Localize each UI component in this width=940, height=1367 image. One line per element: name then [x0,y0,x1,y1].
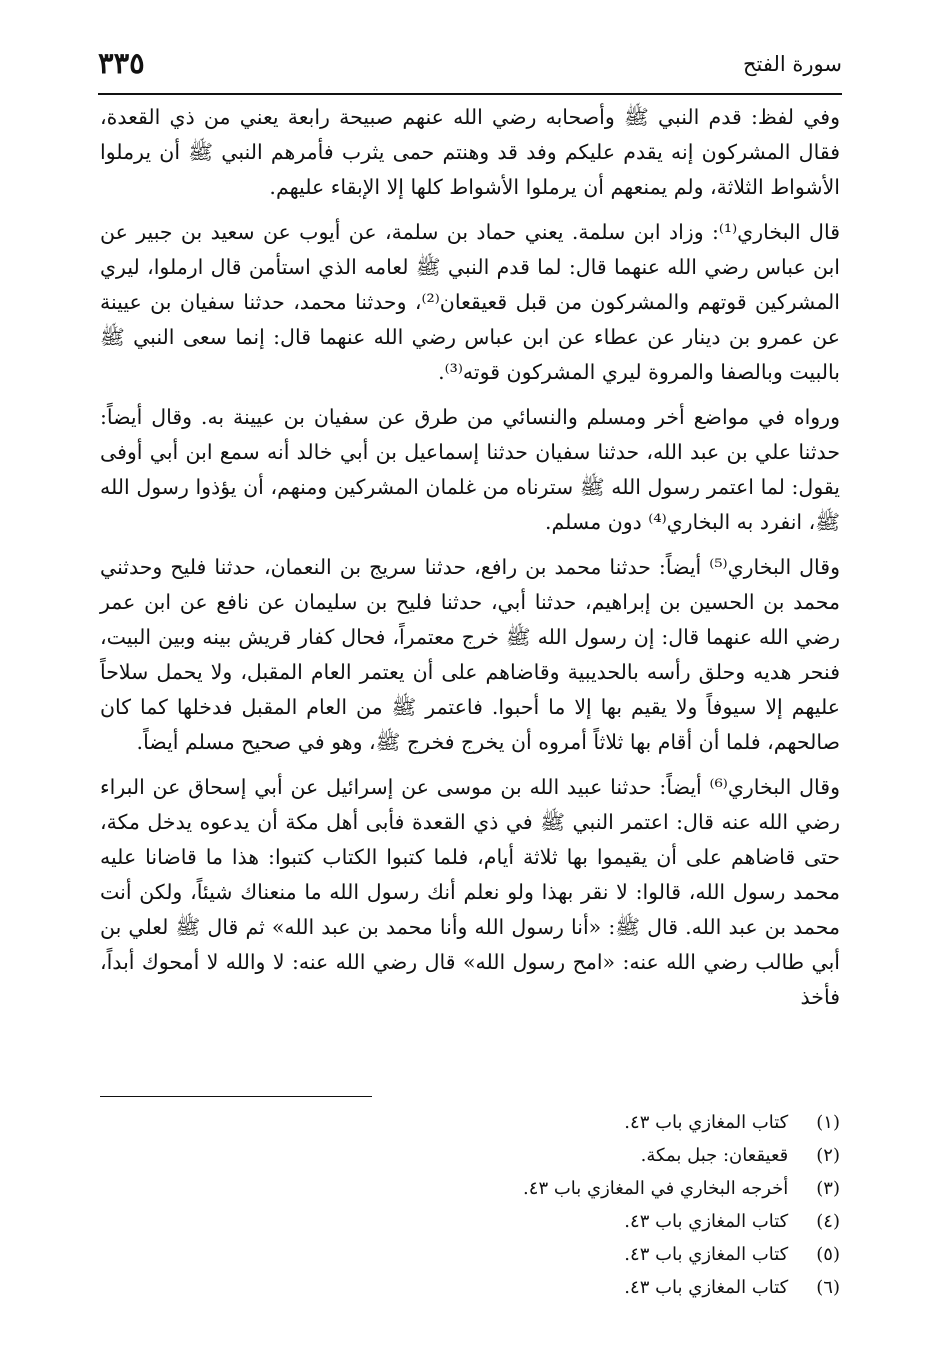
footnotes [280,1106,840,1304]
paragraph-5: وقال البخاري⁽⁶⁾ أيضاً: حدثنا عبيد الله بن موسى عن إسرائيل عن أبي إسحاق عن البراء رضي الله عنه قال: اعتمر النبي ﷺ في ذي القعدة فأبى أهل مكة أن يدعوه يدخل مكة، حتى قاضاهم على أن يقيموا بها ثلاثة أيام، فلما كتبوا الكتاب كتبوا: هذا ما قاضانا عليه محمد رسول الله، قالوا: لا نقر بهذا ولو نعلم أنك رسول الله ما منعناك شيئاً، ولكن أنت محمد بن عبد الله. قال ﷺ: «أنا رسول الله وأنا محمد بن عبد الله» ثم قال ﷺ لعلي بن أبي طالب رضي الله عنه: «امح رسول الله» قال رضي الله عنه: لا والله لا أمحوك أبداً، فأخذ [100,775,840,1009]
footnote-text: كتاب المغازي باب ٤٣. [624,1112,789,1133]
footnote-number: (١) [816,1112,840,1133]
paragraph-2: قال البخاري⁽¹⁾: وزاد ابن سلمة. يعني حماد بن سلمة، عن أيوب عن سعيد بن جبير عن ابن عباس رضي الله عنهما قال: لما قدم النبي ﷺ لعامه الذي استأمن قال ارملوا، ليري المشركين قوتهم والمشركون من قبل قعيقعان⁽²⁾، وحدثنا محمد، حدثنا سفيان بن عيينة عن عمرو بن دينار عن عطاء عن ابن عباس رضي الله عنهما قال: إنما سعى النبي ﷺ بالبيت وبالصفا والمروة ليري المشركون قوته⁽³⁾. [100,220,841,384]
header-rule [98,93,842,95]
footnote-text: كتاب المغازي باب ٤٣. [624,1277,789,1298]
paragraph-1: وفي لفظ: قدم النبي ﷺ وأصحابه رضي الله عنهم صبيحة رابعة يعني من ذي القعدة، فقال المشركون إنه يقدم عليكم وفد قد وهنتم حمى يثرب فأمرهم النبي ﷺ أن يرملوا الأشواط الثلاثة، ولم يمنعهم أن يرملوا الأشواط كلها إلا الإبقاء عليهم. [100,105,840,199]
paragraph-3: ورواه في مواضع أخر ومسلم والنسائي من طرق عن سفيان بن عيينة به. وقال أيضاً: حدثنا علي بن عبد الله، حدثنا سفيان حدثنا إسماعيل بن أبي خالد أنه سمع ابن أبي أوفى يقول: لما اعتمر رسول الله ﷺ سترناه من غلمان المشركين ومنهم، أن يؤذوا رسول الله ﷺ، انفرد به البخاري⁽⁴⁾ دون مسلم. [100,405,840,534]
footnote-text: كتاب المغازي باب ٤٣. [624,1211,789,1232]
footnote-number: (٤) [816,1211,840,1232]
footnote-2 [280,1139,840,1172]
footnote-text: قعيقعان: جبل بمكة. [640,1145,789,1166]
paragraph-4: وقال البخاري⁽⁵⁾ أيضاً: حدثنا محمد بن رافع، حدثنا سريج بن النعمان، حدثنا فليح وحدثني محمد بن الحسين بن إبراهيم، حدثنا أبي، حدثنا فليح بن سليمان عن نافع عن ابن عمر رضي الله عنهما قال: إن رسول الله ﷺ خرج معتمراً، فحال كفار قريش بينه وبين البيت، فنحر هديه وحلق رأسه بالحديبية وقاضاهم على أن يعتمر العام المقبل، ولا يحمل سلاحاً عليهم إلا سيوفاً ولا يقيم بها إلا ما أحبوا. فاعتمر ﷺ من العام المقبل فدخلها كما كان صالحهم، فلما أن أقام بها ثلاثاً أمروه أن يخرج فخرج ﷺ، وهو في صحيح مسلم أيضاً. [100,555,841,754]
footnote-number: (٥) [816,1244,840,1265]
main-text [100,100,840,1015]
footnote-6 [280,1271,840,1304]
footnote-number: (٢) [816,1145,840,1166]
footnote-text: أخرجه البخاري في المغازي باب ٤٣. [523,1178,789,1199]
footnote-text: كتاب المغازي باب ٤٣. [624,1244,789,1265]
footnote-4 [280,1205,840,1238]
page-number: ٣٣٥ [98,46,145,80]
footnote-3 [280,1172,840,1205]
surah-title: سورة الفتح [742,52,842,76]
running-header [98,46,842,94]
footnote-number: (٦) [816,1277,840,1298]
footnote-separator [100,1096,372,1097]
footnote-1 [280,1106,840,1139]
footnote-number: (٣) [816,1178,840,1199]
footnote-5 [280,1238,840,1271]
